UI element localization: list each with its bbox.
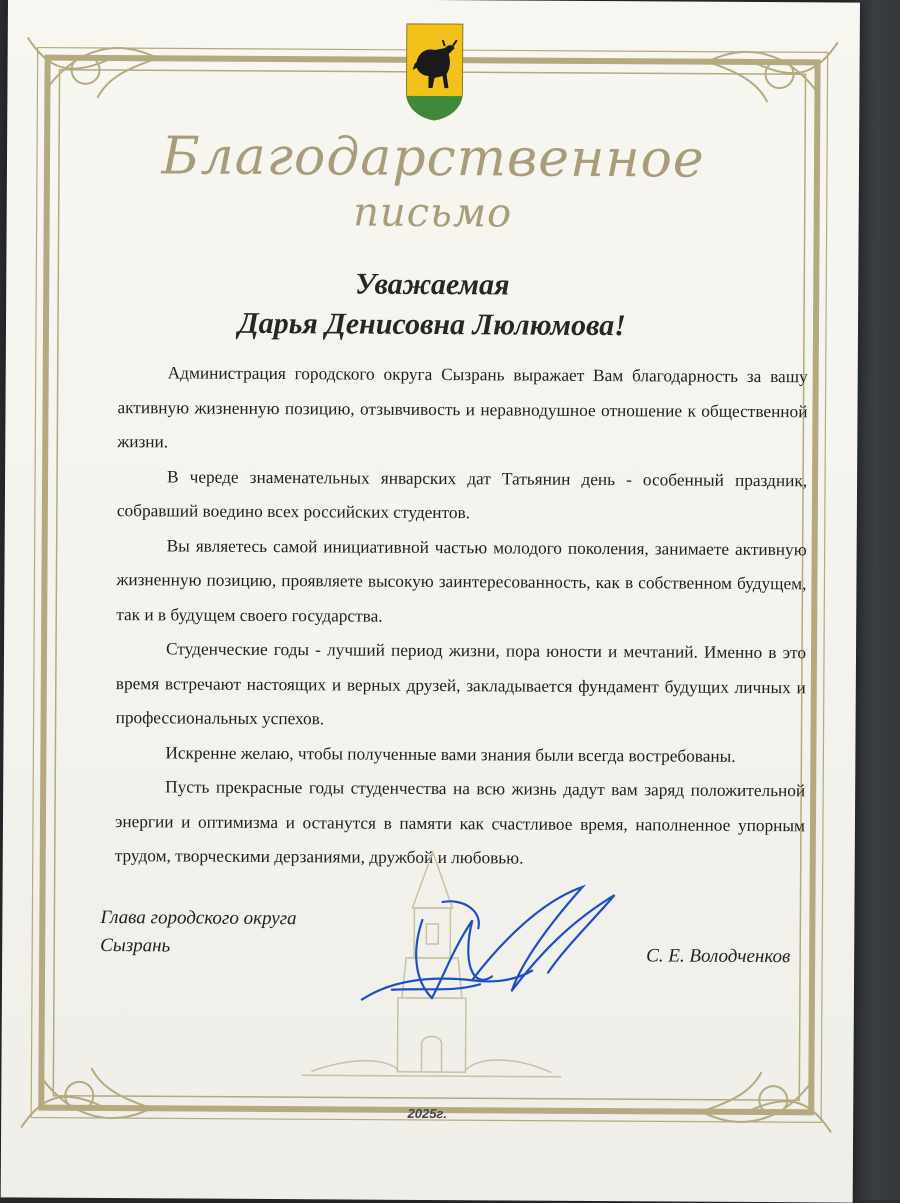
- salutation: Уважаемая: [354, 267, 510, 302]
- body-paragraph: Искренне желаю, чтобы полученные вами знания были всегда востребованы.: [165, 742, 736, 766]
- body-paragraph: Вы являетесь самой инициативной частью молодого поколения, занимаете активную жизненную позицию, проявляете высокую заинтересованность, как в собственном будущем, так и в будущем своего государства.: [116, 535, 807, 626]
- body-paragraph: Администрация городского округа Сызрань выражает Вам благодарность за вашу активную жизненную позицию, отзывчивость и неравнодушное отношение к общественной жизни.: [117, 363, 808, 452]
- letter-body: [115, 356, 808, 878]
- crest-icon: [404, 22, 465, 122]
- signature-icon: [352, 880, 623, 1022]
- certificate-sheet: [1, 0, 860, 1203]
- title-line-2: письмо: [353, 189, 513, 237]
- signer-title-line-1: Глава городского округа: [100, 906, 297, 930]
- body-paragraph: Студенческие годы - лучший период жизни, пора юности и мечтаний. Именно в это время встречают настоящих и верных друзей, закладывается фундамент будущих личных и профессиональных успехов.: [115, 639, 807, 729]
- recipient-name: Дарья Денисовна Люлюмова!: [238, 306, 626, 343]
- signer-name: С. Е. Володченков: [646, 945, 791, 968]
- signer-title: [100, 904, 297, 961]
- body-paragraph: В череде знаменательных январских дат Татьянин день - особенный праздник, собравший воедино всех российских студентов.: [116, 466, 808, 523]
- signer-title-line-2: Сызрань: [100, 934, 171, 957]
- title-line-1: Благодарственное: [161, 126, 705, 190]
- document-year: 2025г.: [407, 1105, 447, 1122]
- body-paragraph: Пусть прекрасные годы студенчества на всю жизнь дадут вам заряд положительной энергии и оптимизма и останутся в памяти как счастливое время, наполненное упорным трудом, творческими дерзаниями, дружбой и любовью.: [114, 777, 806, 868]
